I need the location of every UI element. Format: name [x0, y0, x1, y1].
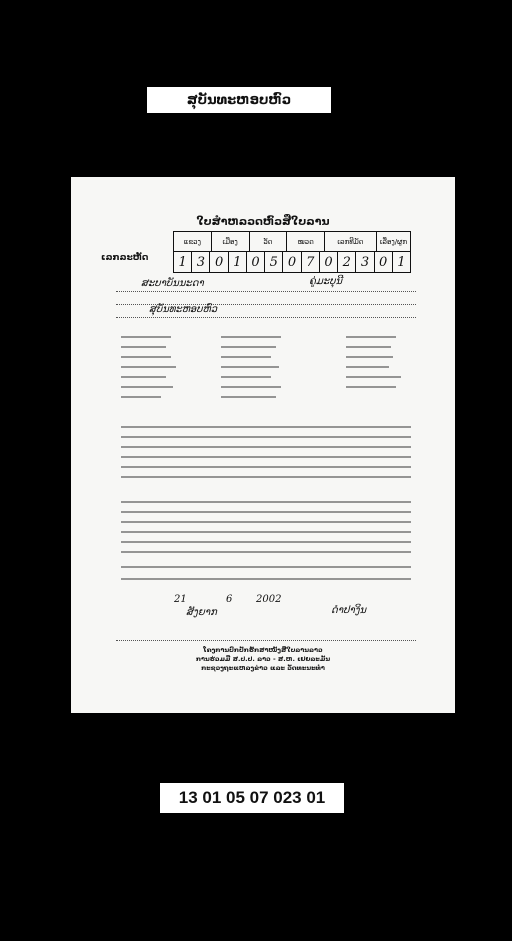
code-digit: 2 [338, 252, 356, 272]
code-header-district: ເມືອງ [212, 232, 250, 251]
code-header-fascicle: ເລື່ອງ/ຜູກ [379, 237, 408, 246]
code-header-category: ໝວດ [287, 232, 325, 251]
code-digits [174, 252, 410, 272]
code-digit: 5 [265, 252, 283, 272]
code-digit: 1 [229, 252, 247, 272]
code-digit: 3 [356, 252, 374, 272]
code-label: ເລກລະຫັດ [101, 253, 149, 263]
date-month: 6 [226, 594, 233, 605]
date-year: 2002 [256, 594, 282, 605]
field-line [116, 291, 416, 292]
handwritten-title: ສະບາບັນນະດາ [141, 278, 204, 289]
survey-form [71, 177, 455, 713]
date-number: 21 [174, 594, 187, 605]
footer-line: ການຮ່ວມມື ສ.ປ.ປ. ລາວ - ສ.ຫ. ເຢຍລະມັນ [195, 655, 331, 663]
code-digit: 0 [283, 252, 301, 272]
code-digit: 7 [302, 252, 320, 272]
code-header-province: ແຂວງ [174, 232, 212, 251]
form-body-lines [111, 327, 421, 597]
handwritten-place: ຄູ່ມະບຸນີ [309, 276, 343, 287]
footer-line: ໂຄງການປົກປັກຮັກສາໜັງສືໃບລານລາວ [203, 646, 323, 654]
code-digit: 0 [210, 252, 228, 272]
code-grid [173, 231, 411, 273]
code-header-temple: ວັດ [250, 232, 288, 251]
signature-2: ດຳປາງິນ [331, 605, 367, 616]
form-footer [71, 646, 455, 673]
code-digit: 3 [192, 252, 210, 272]
code-digit: 0 [247, 252, 265, 272]
code-header-bundle: ເລກທີມັດ [325, 232, 377, 251]
code-digit: 1 [174, 252, 192, 272]
header-label: ສຸບັນທະຫອບຫົວ [147, 87, 331, 113]
signature-1: ສັງຍາກ [186, 607, 217, 618]
code-digit: 1 [397, 254, 406, 270]
code-digit: 0 [320, 252, 338, 272]
field-line [116, 317, 416, 318]
notes-line [116, 640, 416, 641]
form-title: ໃບສຳຫລວດຫົວສືໃບລານ [196, 215, 330, 228]
footer-label: 13 01 05 07 023 01 [160, 783, 344, 813]
handwritten-name: ສຸບັນທະຫອບຫົວ [149, 304, 218, 315]
code-digit: 0 [375, 252, 393, 272]
footer-line: ກະຊວງຖະແຫລງຂ່າວ ແລະ ວັດທະນະທຳ [201, 664, 325, 672]
